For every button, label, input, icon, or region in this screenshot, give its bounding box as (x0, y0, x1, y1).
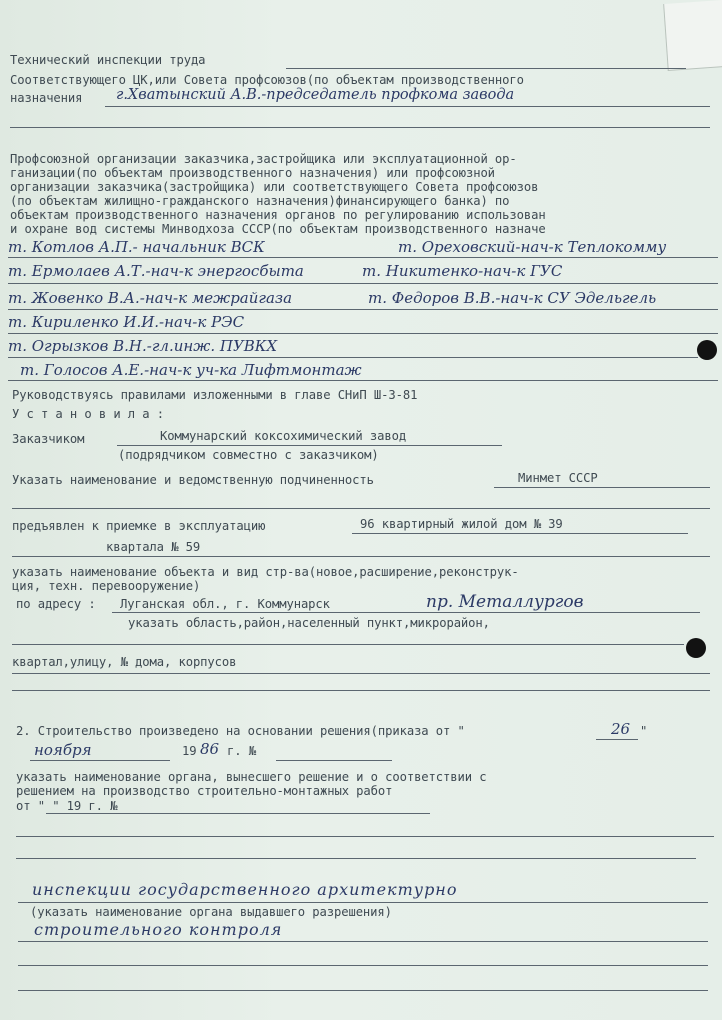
issuing-organ-hint: (указать наименование органа выдавшего разрешения) (30, 905, 392, 919)
address-handwritten: пр. Металлургов (426, 592, 584, 612)
section2-day-line (596, 739, 638, 740)
member-3-left: т. Жовенко В.А.-нач-к межрайгаза (8, 289, 293, 307)
customer-line (117, 445, 502, 446)
address-line-2 (12, 644, 684, 645)
object-hint-2: ция, техн. перевооружение) (12, 579, 201, 593)
member-1-right: т. Ореховский-нач-к Теплокомму (398, 238, 667, 256)
ministry-label: Указать наименование и ведомственную подчиненность (12, 473, 374, 487)
customer-union-text-6: и охране вод системы Минводхоза СССР(по объектам производственного назначе (10, 222, 546, 236)
member-line-2 (8, 283, 718, 284)
customer-union-text-1: Профсоюзной организации заказчика,застройщика или эксплуатационной ор- (10, 152, 517, 166)
member-line-6 (8, 380, 718, 381)
section2-from-line: от " " 19 г. № (16, 799, 118, 813)
issuing-organ-handwritten-2: строительного контроля (34, 920, 283, 939)
stapled-paper-corner (663, 0, 722, 71)
tech-inspection-label: Технический инспекции труда (10, 53, 206, 67)
address-line-4 (12, 690, 710, 691)
customer-union-text-2: ганизации(по объектам производственного назначения) или профсоюзной (10, 166, 495, 180)
address-hint: указать область,район,населенный пункт,микрорайон, (128, 616, 490, 630)
address-line (112, 612, 700, 613)
object-hint-1: указать наименование объекта и вид стр-ва(новое,расширение,реконструк- (12, 565, 519, 579)
member-4-left: т. Кириленко И.И.-нач-к РЭС (8, 313, 245, 331)
address-line-3 (12, 673, 710, 674)
tech-inspection-line (286, 68, 686, 69)
ministry-line-1 (494, 487, 710, 488)
member-line-5 (8, 357, 698, 358)
section2-month-line (30, 760, 170, 761)
customer-union-text-5: объектам производственного назначения органов по регулированию использован (10, 208, 546, 222)
section2-line-5 (18, 990, 708, 991)
union-line-2 (10, 127, 710, 128)
address-hint-2: квартал,улицу, № дома, корпусов (12, 655, 237, 669)
member-6-left: т. Голосов А.Е.-нач-к уч-ка Лифтмонтаж (20, 361, 362, 379)
address-label: по адресу : (16, 597, 96, 611)
issuing-organ-handwritten-1: инспекции государственного архитектурно (32, 880, 458, 899)
section2-line-3 (18, 941, 708, 942)
ministry-value: Минмет СССР (518, 471, 598, 485)
section2-line-1 (16, 836, 714, 837)
member-line-4 (8, 333, 718, 334)
union-label-line1: Соответствующего ЦК,или Совета профсоюзов(по объектам производственного (10, 73, 524, 87)
union-line-1 (105, 106, 710, 107)
member-1-left: т. Котлов А.П.- начальник ВСК (8, 238, 265, 256)
section2-intro: 2. Строительство произведено на основании решения(приказа от " (16, 724, 465, 738)
customer-sublabel: (подрядчиком совместно с заказчиком) (118, 448, 379, 462)
section2-month: ноября (34, 741, 92, 759)
section2-hint-2: решением на производство строительно-монтажных работ (16, 784, 393, 798)
presented-line-2 (12, 556, 710, 557)
issuing-organ-line (18, 902, 708, 903)
member-5-left: т. Огрызков В.Н.-гл.инж. ПУВКХ (8, 337, 278, 355)
section2-year-suffix: г. № (227, 744, 256, 758)
customer-label: Заказчиком (12, 432, 85, 446)
presented-value-1: 96 квартирный жилой дом № 39 (360, 517, 563, 531)
section2-line-4 (18, 965, 708, 966)
section2-from-line-rule (46, 813, 430, 814)
presented-label: предъявлен к приемке в эксплуатацию (12, 519, 266, 533)
section2-quote-close: " (640, 724, 648, 738)
section2-day: 26 (611, 720, 631, 738)
union-handwritten: г.Хватынский А.В.-председатель профкома завода (116, 87, 515, 103)
union-label-line2: назначения (10, 91, 83, 105)
customer-union-text-4: (по объектам жилищно-гражданского назначения)финансирующего банка) по (10, 194, 510, 208)
member-line-1 (8, 257, 718, 258)
member-3-right: т. Федоров В.В.-нач-к СУ Эдельгель (368, 289, 657, 307)
customer-value: Коммунарский коксохимический завод (160, 429, 407, 443)
member-2-right: т. Никитенко-нач-к ГУС (362, 262, 563, 280)
customer-union-text-3: организации заказчика(застройщика) или соответствующего Совета профсоюзов (10, 180, 539, 194)
member-line-3 (8, 309, 718, 310)
section2-number-line (276, 760, 392, 761)
section2-hint-1: указать наименование органа, вынесшего решение и о соответствии с (16, 770, 487, 784)
presented-line-1 (352, 533, 688, 534)
address-value: Луганская обл., г. Коммунарск (120, 597, 330, 611)
section2-year-prefix: 19 (182, 744, 197, 758)
punch-hole-top (697, 340, 717, 360)
member-2-left: т. Ермолаев А.Т.-нач-к энергосбыта (8, 262, 304, 280)
presented-value-2: квартала № 59 (106, 540, 201, 554)
established-heading: У с т а н о в и л а : (12, 407, 164, 421)
rules-text: Руководствуясь правилами изложенными в главе СНиП Ш-3-81 (12, 388, 418, 402)
section2-line-2 (16, 858, 696, 859)
ministry-line-2 (12, 508, 710, 509)
punch-hole-bottom (686, 638, 706, 658)
section2-year: 86 (200, 740, 220, 758)
